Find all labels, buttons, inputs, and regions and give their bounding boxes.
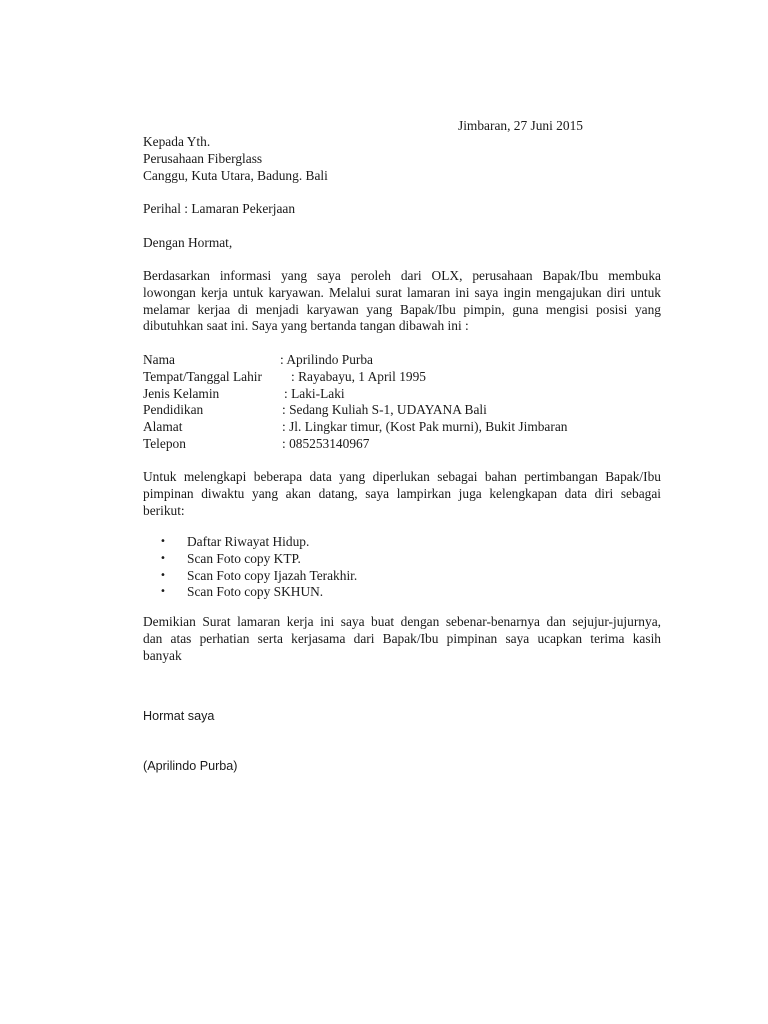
subject-line: Perihal : Lamaran Pekerjaan	[143, 201, 296, 216]
list-item	[160, 584, 560, 601]
detail-value: : Laki-Laki	[284, 385, 345, 401]
detail-value: : Rayabayu, 1 April 1995	[291, 368, 427, 384]
list-item	[160, 551, 560, 568]
bullet-icon: •	[160, 552, 166, 564]
recipient-block	[143, 134, 661, 184]
paragraph-line: berikut:	[143, 502, 185, 518]
detail-row	[143, 369, 661, 386]
paragraph-line: dibutuhkan saat ini. Saya yang bertanda tangan dibawah ini :	[143, 318, 469, 334]
list-item	[160, 568, 560, 585]
detail-value: : Aprilindo Purba	[280, 352, 373, 367]
detail-label: Jenis Kelamin	[143, 385, 220, 401]
detail-label: Tempat/Tanggal Lahir	[143, 368, 262, 384]
paragraph-line: dan atas perhatian serta kerjasama dari Bapak/Ibu pimpinan saya ucapkan terima kasih	[143, 630, 661, 646]
bullet-icon: •	[160, 569, 166, 581]
detail-row	[143, 402, 661, 419]
detail-value: : Sedang Kuliah S-1, UDAYANA Bali	[282, 402, 487, 418]
detail-value: : 085253140967	[282, 435, 370, 451]
list-item-text: Scan Foto copy Ijazah Terakhir.	[187, 567, 358, 583]
detail-row	[143, 436, 661, 453]
list-item	[160, 534, 560, 551]
intro-paragraph	[143, 268, 661, 335]
letter-date: Jimbaran, 27 Juni 2015	[458, 118, 583, 133]
paragraph-line: banyak	[143, 647, 182, 663]
bullet-icon: •	[160, 586, 166, 598]
detail-label: Nama	[143, 352, 175, 367]
paragraph-line: pimpinan diwaktu yang akan datang, saya lampirkan juga kelengkapan data diri sebagai	[143, 485, 661, 501]
paragraph-line: Demikian Surat lamaran kerja ini saya buat dengan sebenar-benarnya dan sejujur-jujurnya,	[143, 614, 661, 629]
bullet-icon: •	[160, 536, 166, 547]
detail-label: Telepon	[143, 435, 186, 451]
paragraph-line: Berdasarkan informasi yang saya peroleh dari OLX, perusahaan Bapak/Ibu membuka	[143, 268, 661, 283]
detail-row	[143, 386, 661, 403]
sign-off: Hormat saya	[143, 709, 215, 723]
attachments-paragraph	[143, 469, 661, 519]
paragraph-line: melamar kerjaa di menjadi karyawan yang Bapak/Ibu pimpin, guna mengisi posisi yang	[143, 301, 661, 317]
closing-paragraph	[143, 614, 661, 664]
paragraph-line: lowongan kerja untuk karyawan. Melalui surat lamaran ini saya ingin mengajukan diri untuk	[143, 284, 661, 300]
attachment-list	[160, 534, 560, 601]
detail-row	[143, 419, 661, 436]
greeting: Dengan Hormat,	[143, 235, 233, 250]
list-item-text: Scan Foto copy SKHUN.	[187, 584, 324, 600]
list-item-text: Daftar Riwayat Hidup.	[187, 534, 310, 549]
recipient-line: Kepada Yth.	[143, 134, 211, 149]
paragraph-line: Untuk melengkapi beberapa data yang diperlukan sebagai bahan pertimbangan Bapak/Ibu	[143, 469, 661, 484]
recipient-line: Canggu, Kuta Utara, Badung. Bali	[143, 167, 328, 183]
detail-label: Pendidikan	[143, 402, 204, 418]
signer-name: (Aprilindo Purba)	[143, 759, 238, 773]
detail-value: : Jl. Lingkar timur, (Kost Pak murni), Bukit Jimbaran	[282, 419, 568, 435]
applicant-details	[143, 352, 661, 453]
list-item-text: Scan Foto copy KTP.	[187, 550, 301, 566]
recipient-line: Perusahaan Fiberglass	[143, 150, 263, 166]
detail-row	[143, 352, 661, 369]
detail-label: Alamat	[143, 419, 183, 435]
